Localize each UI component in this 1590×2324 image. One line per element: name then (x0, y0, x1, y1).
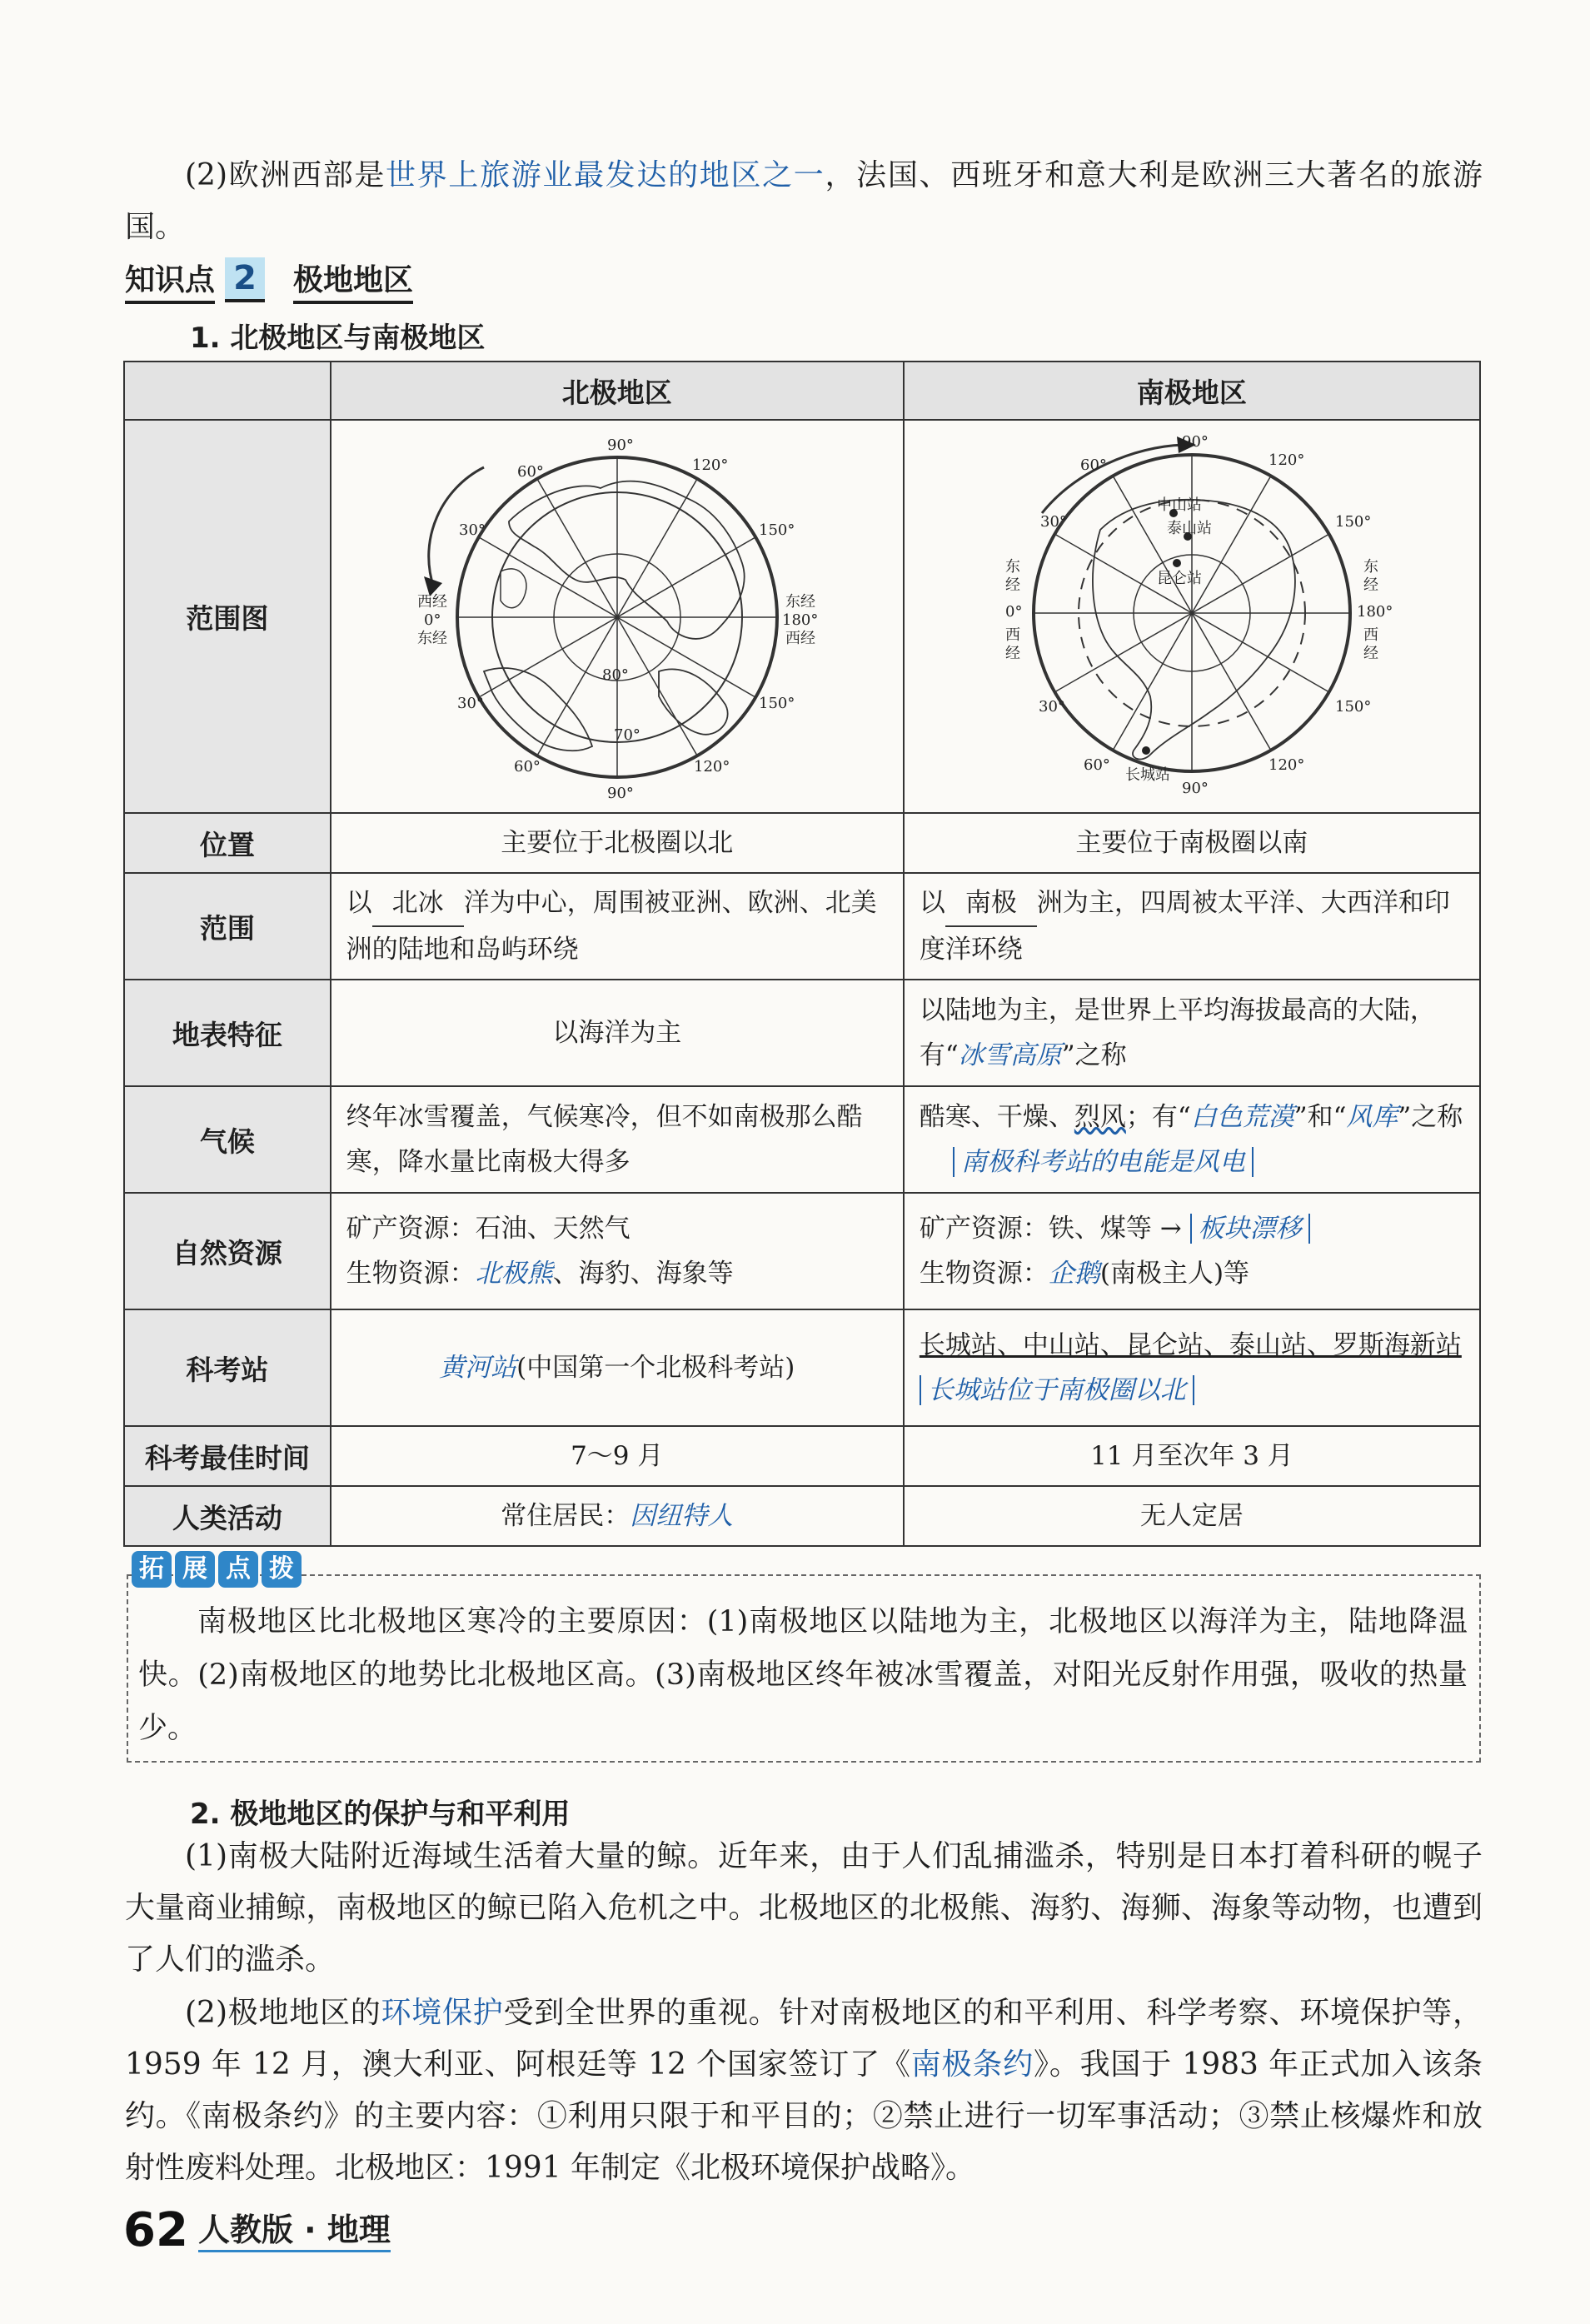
para2-highlight-1: 环境保护 (381, 1996, 504, 2030)
resources-row (124, 1193, 1480, 1309)
kp-label: 知识点 (125, 257, 215, 304)
climate-south-wind: 烈风 (1074, 1102, 1126, 1132)
human-north: 常住居民：因纽特人 (331, 1486, 904, 1546)
stations-south (904, 1309, 1480, 1426)
zhongshan-station-label: 中山站 (1156, 496, 1202, 514)
kunlun-station-label: 昆仑站 (1156, 570, 1202, 587)
scope-north: 以 北冰 洋为中心，周围被亚洲、欧洲、北美洲的陆地和岛屿环绕 (331, 873, 904, 980)
footer-text: 人教版 · 地理 (198, 2204, 391, 2252)
s-label-150-bottom: 150° (1334, 698, 1372, 716)
resources-south-mineral: 矿产资源：铁、煤等 → 板块漂移 (920, 1206, 1464, 1251)
scope-row (124, 873, 1480, 980)
s-label-jing-right-2: 经 (1363, 645, 1378, 662)
n-label-east-right: 东经 (785, 593, 815, 611)
n-label-150-bottom: 150° (758, 695, 795, 712)
human-label: 人类活动 (124, 1486, 331, 1546)
ext-tag-char-2: 展 (175, 1551, 215, 1588)
n-label-70: 70° (613, 726, 640, 744)
para1: (1)南极大陆附近海域生活着大量的鲸。近年来，由于人们乱捕滥杀，特别是日本打着科研的幌子大量商业捕鲸，南极地区的鲸已陷入危机之中。北极地区的北极熊、海豹、海狮、海象等动物，也遭到了人们的滥杀。 (125, 1839, 1483, 1977)
resources-label: 自然资源 (124, 1193, 331, 1309)
n-label-30-bottom: 30° (456, 695, 484, 712)
position-row (124, 813, 1480, 873)
extension-text: 南极地区比北极地区寒冷的主要原因：(1)南极地区以陆地为主，北极地区以海洋为主，陆地降温快。(2)南极地区的地势比北极地区高。(3)南极地区终年被冰雪覆盖，对阳光反射作用强，吸收的热量少。 (138, 1605, 1468, 1745)
arrow-icon: → (1151, 1214, 1190, 1244)
scope-north-blank: 北冰 (372, 880, 464, 927)
surface-label: 地表特征 (124, 980, 331, 1086)
scope-label: 范围 (124, 873, 331, 980)
scope-south: 以 南极 洲为主，四周被太平洋、大西洋和印度洋环绕 (904, 873, 1480, 980)
s-label-60-top: 60° (1079, 456, 1107, 474)
header-south: 南极地区 (904, 362, 1480, 420)
n-label-90-bottom: 90° (606, 785, 634, 802)
surface-south: 以陆地为主，是世界上平均海拔最高的大陆，有“冰雪高原”之称 (904, 980, 1480, 1086)
climate-row (124, 1086, 1480, 1193)
s-label-90-top: 90° (1181, 433, 1209, 451)
n-label-180: 180° (781, 611, 819, 629)
s-label-jing-left-1: 经 (1004, 576, 1020, 594)
knowledge-point-header (125, 255, 413, 305)
climate-south-highlight-2: 风库 (1346, 1102, 1398, 1132)
best-time-label: 科考最佳时间 (124, 1426, 331, 1486)
map-row-label: 范围图 (124, 420, 331, 813)
page-number: 62 (123, 2203, 188, 2257)
s-label-120-top: 120° (1268, 451, 1305, 469)
table-header-row (124, 362, 1480, 420)
best-time-row (124, 1426, 1480, 1486)
s-label-30-top: 30° (1039, 513, 1067, 531)
n-label-80: 80° (601, 666, 629, 684)
surface-north: 以海洋为主 (331, 980, 904, 1086)
n-label-120-top: 120° (691, 456, 729, 474)
stations-row (124, 1309, 1480, 1426)
s-label-zero: 0° (1004, 603, 1023, 621)
position-south: 主要位于南极圈以南 (904, 813, 1480, 873)
best-time-north: 7～9 月 (331, 1426, 904, 1486)
extension-tag (132, 1551, 302, 1588)
intro-paragraph: (2)欧洲西部是世界上旅游业最发达的地区之一，法国、西班牙和意大利是欧洲三大著名的旅游国。 (125, 158, 1483, 244)
para2-highlight-2: 南极条约 (910, 2047, 1034, 2082)
climate-south-highlight-1: 白色荒漠 (1190, 1102, 1294, 1132)
ext-tag-char-4: 拨 (262, 1551, 302, 1588)
resources-north-bio: 生物资源：北极熊、海豹、海象等 (346, 1259, 734, 1289)
kp-title: 极地地区 (293, 257, 413, 304)
s-label-dong-left: 东 (1004, 558, 1020, 576)
header-north: 北极地区 (331, 362, 904, 420)
intro-highlight: 世界上旅游业最发达的地区之一 (386, 158, 825, 192)
resources-north-mineral: 矿产资源：石油、天然气 (346, 1214, 631, 1244)
human-north-highlight: 因纽特人 (630, 1501, 734, 1531)
north-map-cell (331, 420, 904, 813)
stations-south-note: 长城站位于南极圈以北 (920, 1375, 1194, 1405)
surface-row (124, 980, 1480, 1086)
scope-south-blank: 南极 (945, 880, 1037, 927)
surface-south-highlight: 冰雪高原 (958, 1040, 1062, 1070)
climate-south-note: 南极科考站的电能是风电 (953, 1147, 1254, 1177)
ext-tag-char-1: 拓 (132, 1551, 172, 1588)
position-north: 主要位于北极圈以北 (331, 813, 904, 873)
n-label-zero: 0° (423, 611, 441, 629)
stations-label: 科考站 (124, 1309, 331, 1426)
s-label-xi-right: 西 (1363, 626, 1378, 644)
n-label-west-right: 西经 (785, 630, 815, 647)
s-label-jing-right-1: 经 (1363, 576, 1378, 594)
resources-south-highlight: 企鹅 (1048, 1259, 1100, 1289)
n-label-60-bottom: 60° (513, 758, 541, 775)
human-south: 无人定居 (904, 1486, 1480, 1546)
s-label-jing-left-2: 经 (1004, 645, 1020, 662)
s-label-30-bottom: 30° (1038, 698, 1065, 716)
corner-cell (124, 362, 331, 420)
polar-comparison-table (123, 361, 1481, 1547)
climate-north: 终年冰雪覆盖，气候寒冷，但不如南极那么酷寒，降水量比南极大得多 (331, 1086, 904, 1193)
s-label-180: 180° (1356, 603, 1393, 621)
best-time-south: 11 月至次年 3 月 (904, 1426, 1480, 1486)
page-footer (123, 2203, 391, 2257)
stations-north: 黄河站(中国第一个北极科考站) (331, 1309, 904, 1426)
human-row (124, 1486, 1480, 1546)
s-label-120-bottom: 120° (1268, 756, 1305, 774)
south-pole-map (959, 421, 1425, 805)
s-label-150-top: 150° (1334, 513, 1372, 531)
kp-number: 2 (225, 257, 265, 302)
resources-north (331, 1193, 904, 1309)
taishan-station-label: 泰山站 (1166, 520, 1212, 537)
ext-tag-char-3: 点 (218, 1551, 258, 1588)
n-label-30-top: 30° (458, 521, 486, 539)
n-label-90-top: 90° (606, 436, 634, 454)
n-label-120-bottom: 120° (693, 758, 730, 775)
s-label-60-bottom: 60° (1083, 756, 1110, 774)
resources-north-highlight: 北极熊 (475, 1259, 553, 1289)
north-pole-map (384, 421, 850, 805)
climate-label: 气候 (124, 1086, 331, 1193)
stations-south-list: 长城站、中山站、昆仑站、泰山站、罗斯海新站 (919, 1330, 1462, 1360)
map-row (124, 420, 1480, 813)
s-label-dong-right: 东 (1363, 558, 1378, 576)
n-label-60-top: 60° (516, 463, 544, 481)
section2-title: 2. 极地地区的保护与和平利用 (190, 1798, 571, 1831)
para2: (2)极地地区的环境保护受到全世界的重视。针对南极地区的和平利用、科学考察、环境保护等，1959 年 12 月，澳大利亚、阿根廷等 12 个国家签订了《南极条约》。我国于 1983 年正式加入该条约。《南极条约》的主要内容：①利用只限于和平目的；②禁止进行一切军事活动；③禁止核爆炸和放射性废料处理。北极地区：1991 年制定《北极环境保护战略》。 (125, 1996, 1483, 2185)
changcheng-station-label: 长城站 (1124, 766, 1170, 784)
s-label-90-bottom: 90° (1181, 780, 1209, 797)
stations-north-highlight: 黄河站 (439, 1353, 517, 1383)
s-label-xi-left: 西 (1004, 626, 1020, 644)
resources-south-note: 板块漂移 (1190, 1214, 1310, 1244)
n-label-east: 东经 (416, 630, 447, 647)
n-label-150-top: 150° (758, 521, 795, 539)
south-map-cell (904, 420, 1480, 813)
n-label-west: 西经 (416, 593, 447, 611)
resources-south (904, 1193, 1480, 1309)
resources-south-bio: 生物资源：企鹅(南极主人)等 (919, 1259, 1250, 1289)
section1-title: 1. 北极地区与南极地区 (190, 322, 486, 355)
position-label: 位置 (124, 813, 331, 873)
climate-south: 酷寒、干燥、烈风；有“白色荒漠”和“风库”之称 南极科考站的电能是风电 (904, 1086, 1480, 1193)
